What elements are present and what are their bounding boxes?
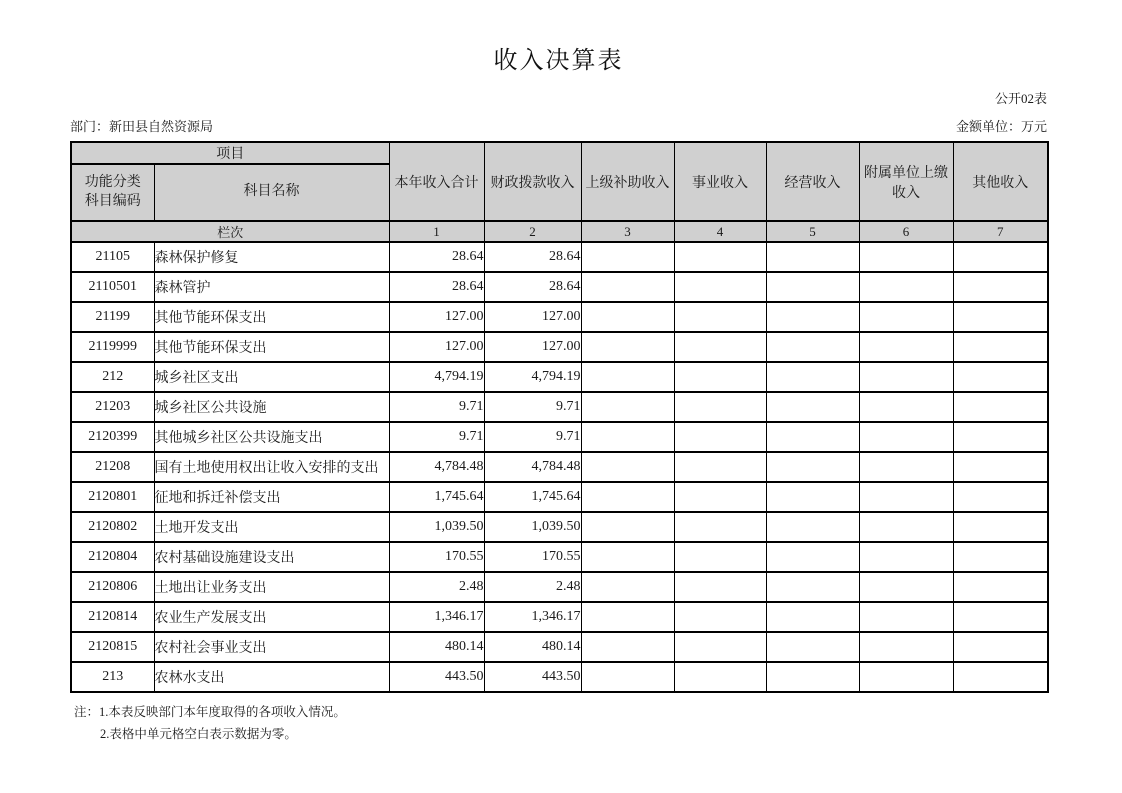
cell-superior <box>581 602 674 632</box>
cell-name: 城乡社区支出 <box>154 362 389 392</box>
table-row <box>71 422 1048 452</box>
cell-superior <box>581 482 674 512</box>
cell-total: 9.71 <box>389 422 484 452</box>
cell-business <box>674 542 766 572</box>
table-row <box>71 662 1048 692</box>
footnotes <box>70 701 1047 745</box>
rank-number: 4 <box>674 221 766 242</box>
cell-business <box>674 422 766 452</box>
cell-operating <box>766 572 859 602</box>
table-row <box>71 542 1048 572</box>
table-row <box>71 362 1048 392</box>
cell-name: 土地开发支出 <box>154 512 389 542</box>
cell-superior <box>581 422 674 452</box>
header-col-affiliated: 附属单位上缴收入 <box>859 142 953 221</box>
cell-fiscal: 1,745.64 <box>484 482 581 512</box>
cell-fiscal: 127.00 <box>484 332 581 362</box>
cell-business <box>674 332 766 362</box>
cell-operating <box>766 452 859 482</box>
cell-code: 2120802 <box>71 512 154 542</box>
cell-code: 21199 <box>71 302 154 332</box>
cell-affiliated <box>859 242 953 272</box>
cell-operating <box>766 242 859 272</box>
cell-other <box>953 572 1048 602</box>
cell-name: 其他城乡社区公共设施支出 <box>154 422 389 452</box>
table-row <box>71 602 1048 632</box>
cell-superior <box>581 392 674 422</box>
cell-total: 28.64 <box>389 242 484 272</box>
cell-other <box>953 512 1048 542</box>
cell-superior <box>581 332 674 362</box>
table-row <box>71 302 1048 332</box>
cell-other <box>953 482 1048 512</box>
cell-operating <box>766 542 859 572</box>
cell-name: 土地出让业务支出 <box>154 572 389 602</box>
cell-fiscal: 1,346.17 <box>484 602 581 632</box>
cell-affiliated <box>859 542 953 572</box>
report-content <box>70 0 1047 745</box>
cell-affiliated <box>859 332 953 362</box>
cell-fiscal: 1,039.50 <box>484 512 581 542</box>
cell-affiliated <box>859 572 953 602</box>
cell-business <box>674 302 766 332</box>
cell-operating <box>766 302 859 332</box>
cell-code: 21203 <box>71 392 154 422</box>
header-col-other: 其他收入 <box>953 142 1048 221</box>
cell-fiscal: 4,784.48 <box>484 452 581 482</box>
cell-name: 农村基础设施建设支出 <box>154 542 389 572</box>
cell-code: 2119999 <box>71 332 154 362</box>
income-statement-table <box>70 141 1049 693</box>
cell-other <box>953 602 1048 632</box>
cell-affiliated <box>859 422 953 452</box>
cell-code: 2120399 <box>71 422 154 452</box>
cell-fiscal: 4,794.19 <box>484 362 581 392</box>
cell-name: 农业生产发展支出 <box>154 602 389 632</box>
table-row <box>71 632 1048 662</box>
cell-name: 征地和拆迁补偿支出 <box>154 482 389 512</box>
cell-superior <box>581 242 674 272</box>
cell-other <box>953 542 1048 572</box>
table-row <box>71 242 1048 272</box>
cell-affiliated <box>859 272 953 302</box>
cell-operating <box>766 422 859 452</box>
cell-code: 2120804 <box>71 542 154 572</box>
cell-superior <box>581 542 674 572</box>
rank-number: 7 <box>953 221 1048 242</box>
cell-other <box>953 272 1048 302</box>
table-row <box>71 272 1048 302</box>
cell-other <box>953 662 1048 692</box>
header-col-fiscal: 财政拨款收入 <box>484 142 581 221</box>
cell-superior <box>581 302 674 332</box>
cell-affiliated <box>859 482 953 512</box>
header-code: 功能分类科目编码 <box>71 164 154 221</box>
cell-code: 2120815 <box>71 632 154 662</box>
cell-total: 9.71 <box>389 392 484 422</box>
cell-other <box>953 422 1048 452</box>
cell-operating <box>766 272 859 302</box>
rank-label: 栏次 <box>71 221 389 242</box>
cell-total: 127.00 <box>389 302 484 332</box>
cell-name: 城乡社区公共设施 <box>154 392 389 422</box>
footnote-line: 注：1.本表反映部门本年度取得的各项收入情况。 <box>74 705 346 719</box>
cell-code: 213 <box>71 662 154 692</box>
cell-business <box>674 482 766 512</box>
cell-other <box>953 632 1048 662</box>
table-row <box>71 392 1048 422</box>
table-row <box>71 572 1048 602</box>
table-row <box>71 332 1048 362</box>
cell-business <box>674 572 766 602</box>
cell-name: 森林管护 <box>154 272 389 302</box>
footnote-line: 2.表格中单元格空白表示数据为零。 <box>100 727 297 741</box>
page-title: 收入决算表 <box>493 48 624 74</box>
cell-affiliated <box>859 632 953 662</box>
header-project: 项目 <box>71 142 389 164</box>
cell-business <box>674 602 766 632</box>
cell-operating <box>766 632 859 662</box>
department-label: 部门：新田县自然资源局 <box>70 119 214 134</box>
cell-total: 1,346.17 <box>389 602 484 632</box>
cell-operating <box>766 332 859 362</box>
cell-operating <box>766 362 859 392</box>
cell-fiscal: 480.14 <box>484 632 581 662</box>
cell-fiscal: 127.00 <box>484 302 581 332</box>
cell-code: 2120806 <box>71 572 154 602</box>
cell-other <box>953 302 1048 332</box>
cell-other <box>953 332 1048 362</box>
cell-operating <box>766 602 859 632</box>
cell-business <box>674 392 766 422</box>
rank-number: 6 <box>859 221 953 242</box>
header-col-business: 事业收入 <box>674 142 766 221</box>
cell-name: 其他节能环保支出 <box>154 302 389 332</box>
cell-total: 127.00 <box>389 332 484 362</box>
cell-code: 21208 <box>71 452 154 482</box>
cell-fiscal: 9.71 <box>484 392 581 422</box>
cell-business <box>674 362 766 392</box>
cell-business <box>674 512 766 542</box>
cell-name: 其他节能环保支出 <box>154 332 389 362</box>
cell-business <box>674 242 766 272</box>
header-subject: 科目名称 <box>154 164 389 221</box>
cell-superior <box>581 272 674 302</box>
cell-code: 212 <box>71 362 154 392</box>
cell-code: 2110501 <box>71 272 154 302</box>
cell-operating <box>766 662 859 692</box>
cell-business <box>674 272 766 302</box>
cell-superior <box>581 512 674 542</box>
header-col-superior: 上级补助收入 <box>581 142 674 221</box>
cell-total: 443.50 <box>389 662 484 692</box>
cell-business <box>674 632 766 662</box>
cell-affiliated <box>859 452 953 482</box>
cell-fiscal: 28.64 <box>484 242 581 272</box>
table-row <box>71 452 1048 482</box>
rank-number: 5 <box>766 221 859 242</box>
cell-business <box>674 662 766 692</box>
cell-total: 4,784.48 <box>389 452 484 482</box>
cell-name: 森林保护修复 <box>154 242 389 272</box>
cell-other <box>953 362 1048 392</box>
cell-operating <box>766 392 859 422</box>
header-col-total: 本年收入合计 <box>389 142 484 221</box>
cell-other <box>953 242 1048 272</box>
cell-other <box>953 392 1048 422</box>
rank-number: 1 <box>389 221 484 242</box>
cell-superior <box>581 572 674 602</box>
table-body <box>71 242 1048 692</box>
cell-operating <box>766 512 859 542</box>
cell-fiscal: 2.48 <box>484 572 581 602</box>
header-row-project <box>71 142 1048 164</box>
table-row <box>71 512 1048 542</box>
cell-affiliated <box>859 662 953 692</box>
cell-affiliated <box>859 512 953 542</box>
cell-total: 1,745.64 <box>389 482 484 512</box>
cell-name: 农林水支出 <box>154 662 389 692</box>
cell-superior <box>581 632 674 662</box>
header-row-rank <box>71 221 1048 242</box>
unit-label: 金额单位：万元 <box>955 119 1047 134</box>
cell-code: 21105 <box>71 242 154 272</box>
cell-fiscal: 170.55 <box>484 542 581 572</box>
meta-row <box>70 116 1047 135</box>
cell-business <box>674 452 766 482</box>
table-row <box>71 482 1048 512</box>
cell-total: 480.14 <box>389 632 484 662</box>
cell-superior <box>581 362 674 392</box>
cell-total: 170.55 <box>389 542 484 572</box>
cell-total: 28.64 <box>389 272 484 302</box>
cell-superior <box>581 662 674 692</box>
rank-number: 3 <box>581 221 674 242</box>
cell-superior <box>581 452 674 482</box>
form-code-label: 公开02表 <box>994 91 1047 106</box>
cell-fiscal: 9.71 <box>484 422 581 452</box>
cell-total: 1,039.50 <box>389 512 484 542</box>
cell-total: 4,794.19 <box>389 362 484 392</box>
table-header <box>71 142 1048 242</box>
cell-code: 2120814 <box>71 602 154 632</box>
cell-affiliated <box>859 602 953 632</box>
header-col-operating: 经营收入 <box>766 142 859 221</box>
cell-fiscal: 443.50 <box>484 662 581 692</box>
cell-fiscal: 28.64 <box>484 272 581 302</box>
cell-affiliated <box>859 362 953 392</box>
cell-affiliated <box>859 392 953 422</box>
cell-other <box>953 452 1048 482</box>
cell-code: 2120801 <box>71 482 154 512</box>
cell-affiliated <box>859 302 953 332</box>
cell-total: 2.48 <box>389 572 484 602</box>
rank-number: 2 <box>484 221 581 242</box>
cell-name: 农村社会事业支出 <box>154 632 389 662</box>
cell-name: 国有土地使用权出让收入安排的支出 <box>154 452 389 482</box>
cell-operating <box>766 482 859 512</box>
